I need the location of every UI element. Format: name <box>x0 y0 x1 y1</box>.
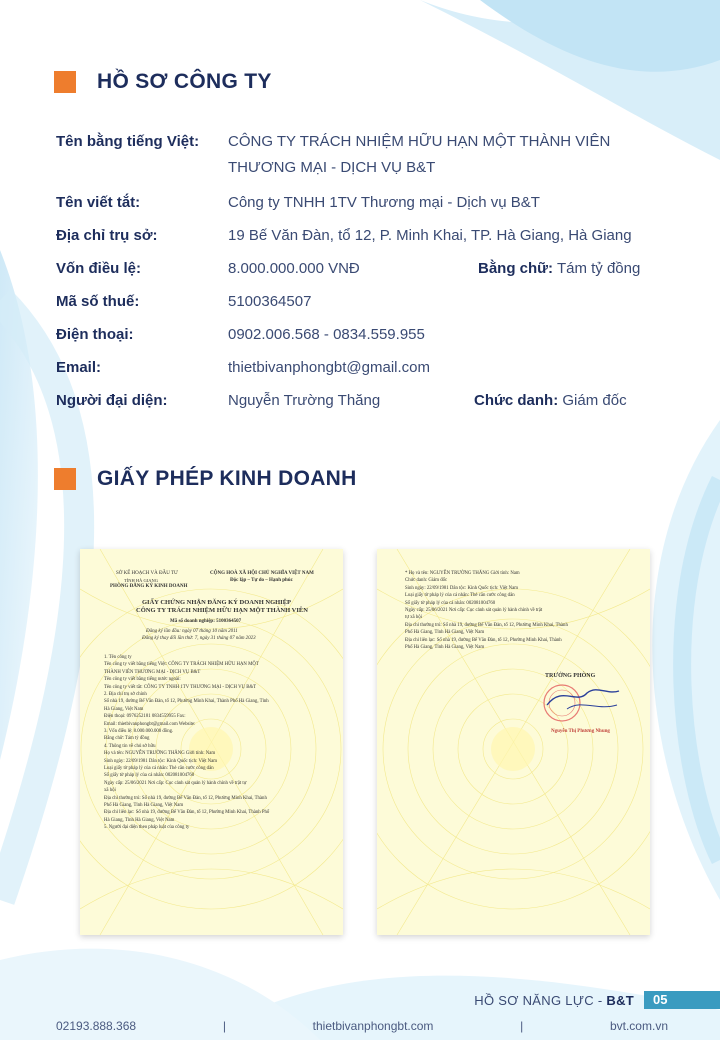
info-row-address <box>56 225 676 247</box>
doc-first-reg: Đăng ký lần đầu: ngày 07 tháng 10 năm 2011 <box>146 629 238 634</box>
info-label: Bằng chữ: <box>478 260 554 277</box>
info-row-email <box>56 357 676 379</box>
info-label: Email: <box>56 359 102 376</box>
footer-doc-label <box>474 993 634 1008</box>
doc-line: Điện thoại: 0976252181 0834559955 Fax: <box>104 714 186 720</box>
doc-line: Email: thietbivanphongbt@gmail.com Website: <box>104 721 196 727</box>
doc-signer-name: Nguyễn Thị Phương Nhung <box>551 729 610 734</box>
info-value: 0902.006.568 - 0834.559.955 <box>228 326 425 343</box>
doc-change-reg: Đăng ký thay đổi lần thứ: 7, ngày 31 tháng 07 năm 2023 <box>142 636 256 641</box>
doc-line: Địa chỉ liên lạc: Số nhà 19, đường Bế Văn Đàn, tổ 12, Phường Minh Khai, Thành Phố <box>104 810 270 816</box>
doc-line: tự xã hội <box>405 615 422 621</box>
footer-phone: 02193.888.368 <box>56 1019 137 1033</box>
doc-line: THÀNH VIÊN THƯƠNG MẠI - DỊCH VỤ B&T <box>104 669 201 675</box>
info-label: Địa chỉ trụ sở: <box>56 227 158 244</box>
doc-line: Số nhà 19, đường Bế Văn Đàn, tổ 12, Phường Minh Khai, Thành Phố Hà Giang, Tỉnh <box>104 699 269 705</box>
doc-line: 4. Thông tin về chủ sở hữu <box>104 743 156 749</box>
doc-line: Loại giấy tờ pháp lý của cá nhân: Thẻ căn cước công dân <box>405 593 515 599</box>
info-row-short-name <box>56 192 676 214</box>
doc-line: Số giấy tờ pháp lý của cá nhân: 002081004760 <box>405 600 496 606</box>
doc-line: Sinh ngày: 22/09/1981 Dân tộc: Kinh Quốc tịch: Việt Nam <box>104 758 218 764</box>
doc-line: Số giấy tờ pháp lý của cá nhân: 002081004760 <box>104 773 195 779</box>
doc-line: Ngày cấp: 25/06/2021 Nơi cấp: Cục cảnh sát quản lý hành chính về trật tự <box>104 780 247 786</box>
footer-separator: | <box>520 1019 524 1033</box>
doc-line: Địa chỉ liên lạc: Số nhà 19, đường Bế Văn Đàn, tổ 12, Phường Minh Khai, Thành <box>405 637 562 643</box>
doc-line: xã hội <box>104 788 116 794</box>
doc-line: Phố Hà Giang, Tỉnh Hà Giang, Việt Nam <box>405 645 485 650</box>
info-value: Nguyễn Trường Thăng <box>228 392 381 409</box>
doc-line: Phố Hà Giang, Tỉnh Hà Giang, Việt Nam <box>405 630 485 636</box>
doc-line: Loại giấy tờ pháp lý của cá nhân: Thẻ căn cước công dân <box>104 766 214 771</box>
business-license-heading <box>54 467 357 491</box>
doc-line: Địa chỉ thường trú: Số nhà 19, đường Bế Văn Đàn, tổ 12, Phường Minh Khai, Thành <box>104 795 267 801</box>
company-profile-heading <box>54 70 272 94</box>
official-seal-and-signature <box>527 675 627 725</box>
info-label: Chức danh: <box>474 392 559 409</box>
doc-cert-company: CÔNG TY TRÁCH NHIỆM HỮU HẠN MỘT THÀNH VIÊN <box>136 607 308 614</box>
orange-square-icon <box>54 71 76 93</box>
doc-office: PHÒNG ĐĂNG KÝ KINH DOANH <box>110 584 188 589</box>
license-page-2 <box>377 549 650 935</box>
footer-email-site: thietbivanphongbt.com <box>312 1019 434 1033</box>
representative-title <box>474 390 627 412</box>
doc-line: Tên công ty viết bằng tiếng Việt: CÔNG TY TRÁCH NHIỆM HỮU HẠN MỘT <box>104 662 259 668</box>
doc-line: 3. Vốn điều lệ: 8.000.000.000 đồng. <box>104 729 174 734</box>
section-title: HỒ SƠ CÔNG TY <box>97 70 272 93</box>
info-row-representative <box>56 390 676 412</box>
doc-line: Địa chỉ thường trú: Số nhà 19, đường Bế Văn Đàn, tổ 12, Phường Minh Khai, Thành <box>405 622 568 628</box>
company-info-table <box>56 131 676 423</box>
section-title: GIẤY PHÉP KINH DOANH <box>97 467 357 490</box>
info-value: Công ty TNHH 1TV Thương mại - Dịch vụ B&T <box>228 194 540 211</box>
doc-cert-title: GIẤY CHỨNG NHẬN ĐĂNG KÝ DOANH NGHIỆP <box>142 599 292 606</box>
page-number: 05 <box>644 991 720 1009</box>
footer-brand: B&T <box>606 992 634 1008</box>
doc-republic: CỘNG HOÀ XÃ HỘI CHỦ NGHĨA VIỆT NAM <box>210 571 314 576</box>
capital-in-words <box>478 258 640 280</box>
doc-line: 5. Người đại diện theo pháp luật của công ty <box>104 825 190 831</box>
doc-line: 2. Địa chỉ trụ sở chính <box>104 692 147 697</box>
footer-doc-tag <box>474 991 720 1009</box>
footer-separator: | <box>222 1019 226 1033</box>
info-value: Giám đốc <box>562 392 627 409</box>
info-value: Tám tỷ đồng <box>556 260 641 277</box>
doc-line: Chức danh: Giám đốc <box>405 578 448 584</box>
doc-line: Hà Giang, Việt Nam <box>104 706 144 712</box>
info-label: Tên bằng tiếng Việt: <box>56 133 200 150</box>
info-label: Điện thoại: <box>56 326 134 343</box>
info-value: 19 Bế Văn Đàn, tổ 12, P. Minh Khai, TP. Hà Giang, Hà Giang <box>228 227 632 244</box>
doc-line: Tên công ty viết bằng tiếng nước ngoài: <box>104 677 181 683</box>
doc-ministry: SỞ KẾ HOẠCH VÀ ĐẦU TƯ <box>116 571 178 576</box>
doc-line: Ngày cấp: 25/06/2021 Nơi cấp: Cục cảnh sát quản lý hành chính về trật <box>405 608 543 613</box>
doc-tax-code: Mã số doanh nghiệp: 5100364507 <box>170 619 242 624</box>
info-value: CÔNG TY TRÁCH NHIỆM HỮU HẠN MỘT THÀNH VIÊN THƯƠNG MẠI - DỊCH VỤ B&T <box>228 133 611 176</box>
info-label: Mã số thuế: <box>56 293 140 310</box>
info-label: Vốn điều lệ: <box>56 260 142 277</box>
doc-line: Phố Hà Giang, Tỉnh Hà Giang, Việt Nam <box>104 803 184 808</box>
doc-line: Họ và tên: NGUYỄN TRƯỜNG THĂNG Giới tính: Nam <box>104 751 216 757</box>
info-row-capital <box>56 258 676 280</box>
license-page-1 <box>80 549 343 935</box>
info-value: 8.000.000.000 VNĐ <box>228 260 360 277</box>
doc-line: * Họ và tên: NGUYỄN TRƯỜNG THĂNG Giới tính: Nam <box>405 571 520 576</box>
info-row-phone <box>56 324 676 346</box>
doc-line: 1. Tên công ty <box>104 655 132 660</box>
security-pattern <box>377 549 650 935</box>
doc-province: TỈNH HÀ GIANG <box>124 578 158 583</box>
info-label: Người đại diện: <box>56 392 168 409</box>
doc-line: Bằng chữ: Tám tỷ đồng <box>104 736 150 742</box>
doc-line: Sinh ngày: 22/09/1981 Dân tộc: Kinh Quốc tịch: Việt Nam <box>405 585 519 591</box>
footer-website: bvt.com.vn <box>609 1019 668 1033</box>
footer-doc-label-text: HỒ SƠ NĂNG LỰC - <box>474 992 607 1008</box>
info-label: Tên viết tắt: <box>56 194 141 211</box>
info-value: 5100364507 <box>228 293 312 310</box>
info-row-tax-code <box>56 291 676 313</box>
doc-line: Hà Giang, Tỉnh Hà Giang, Việt Nam <box>104 817 175 823</box>
info-value: thietbivanphongbt@gmail.com <box>228 359 431 376</box>
info-row-vietnamese-name <box>56 131 676 181</box>
doc-signer-title: TRƯỞNG PHÒNG <box>545 673 596 679</box>
footer-contacts <box>56 1019 668 1033</box>
orange-square-icon <box>54 468 76 490</box>
doc-line: Tên công ty viết tắt: CÔNG TY TNHH 1TV THƯƠNG MẠI - DỊCH VỤ B&T <box>104 684 257 690</box>
doc-motto: Độc lập – Tự do – Hạnh phúc <box>230 578 293 583</box>
